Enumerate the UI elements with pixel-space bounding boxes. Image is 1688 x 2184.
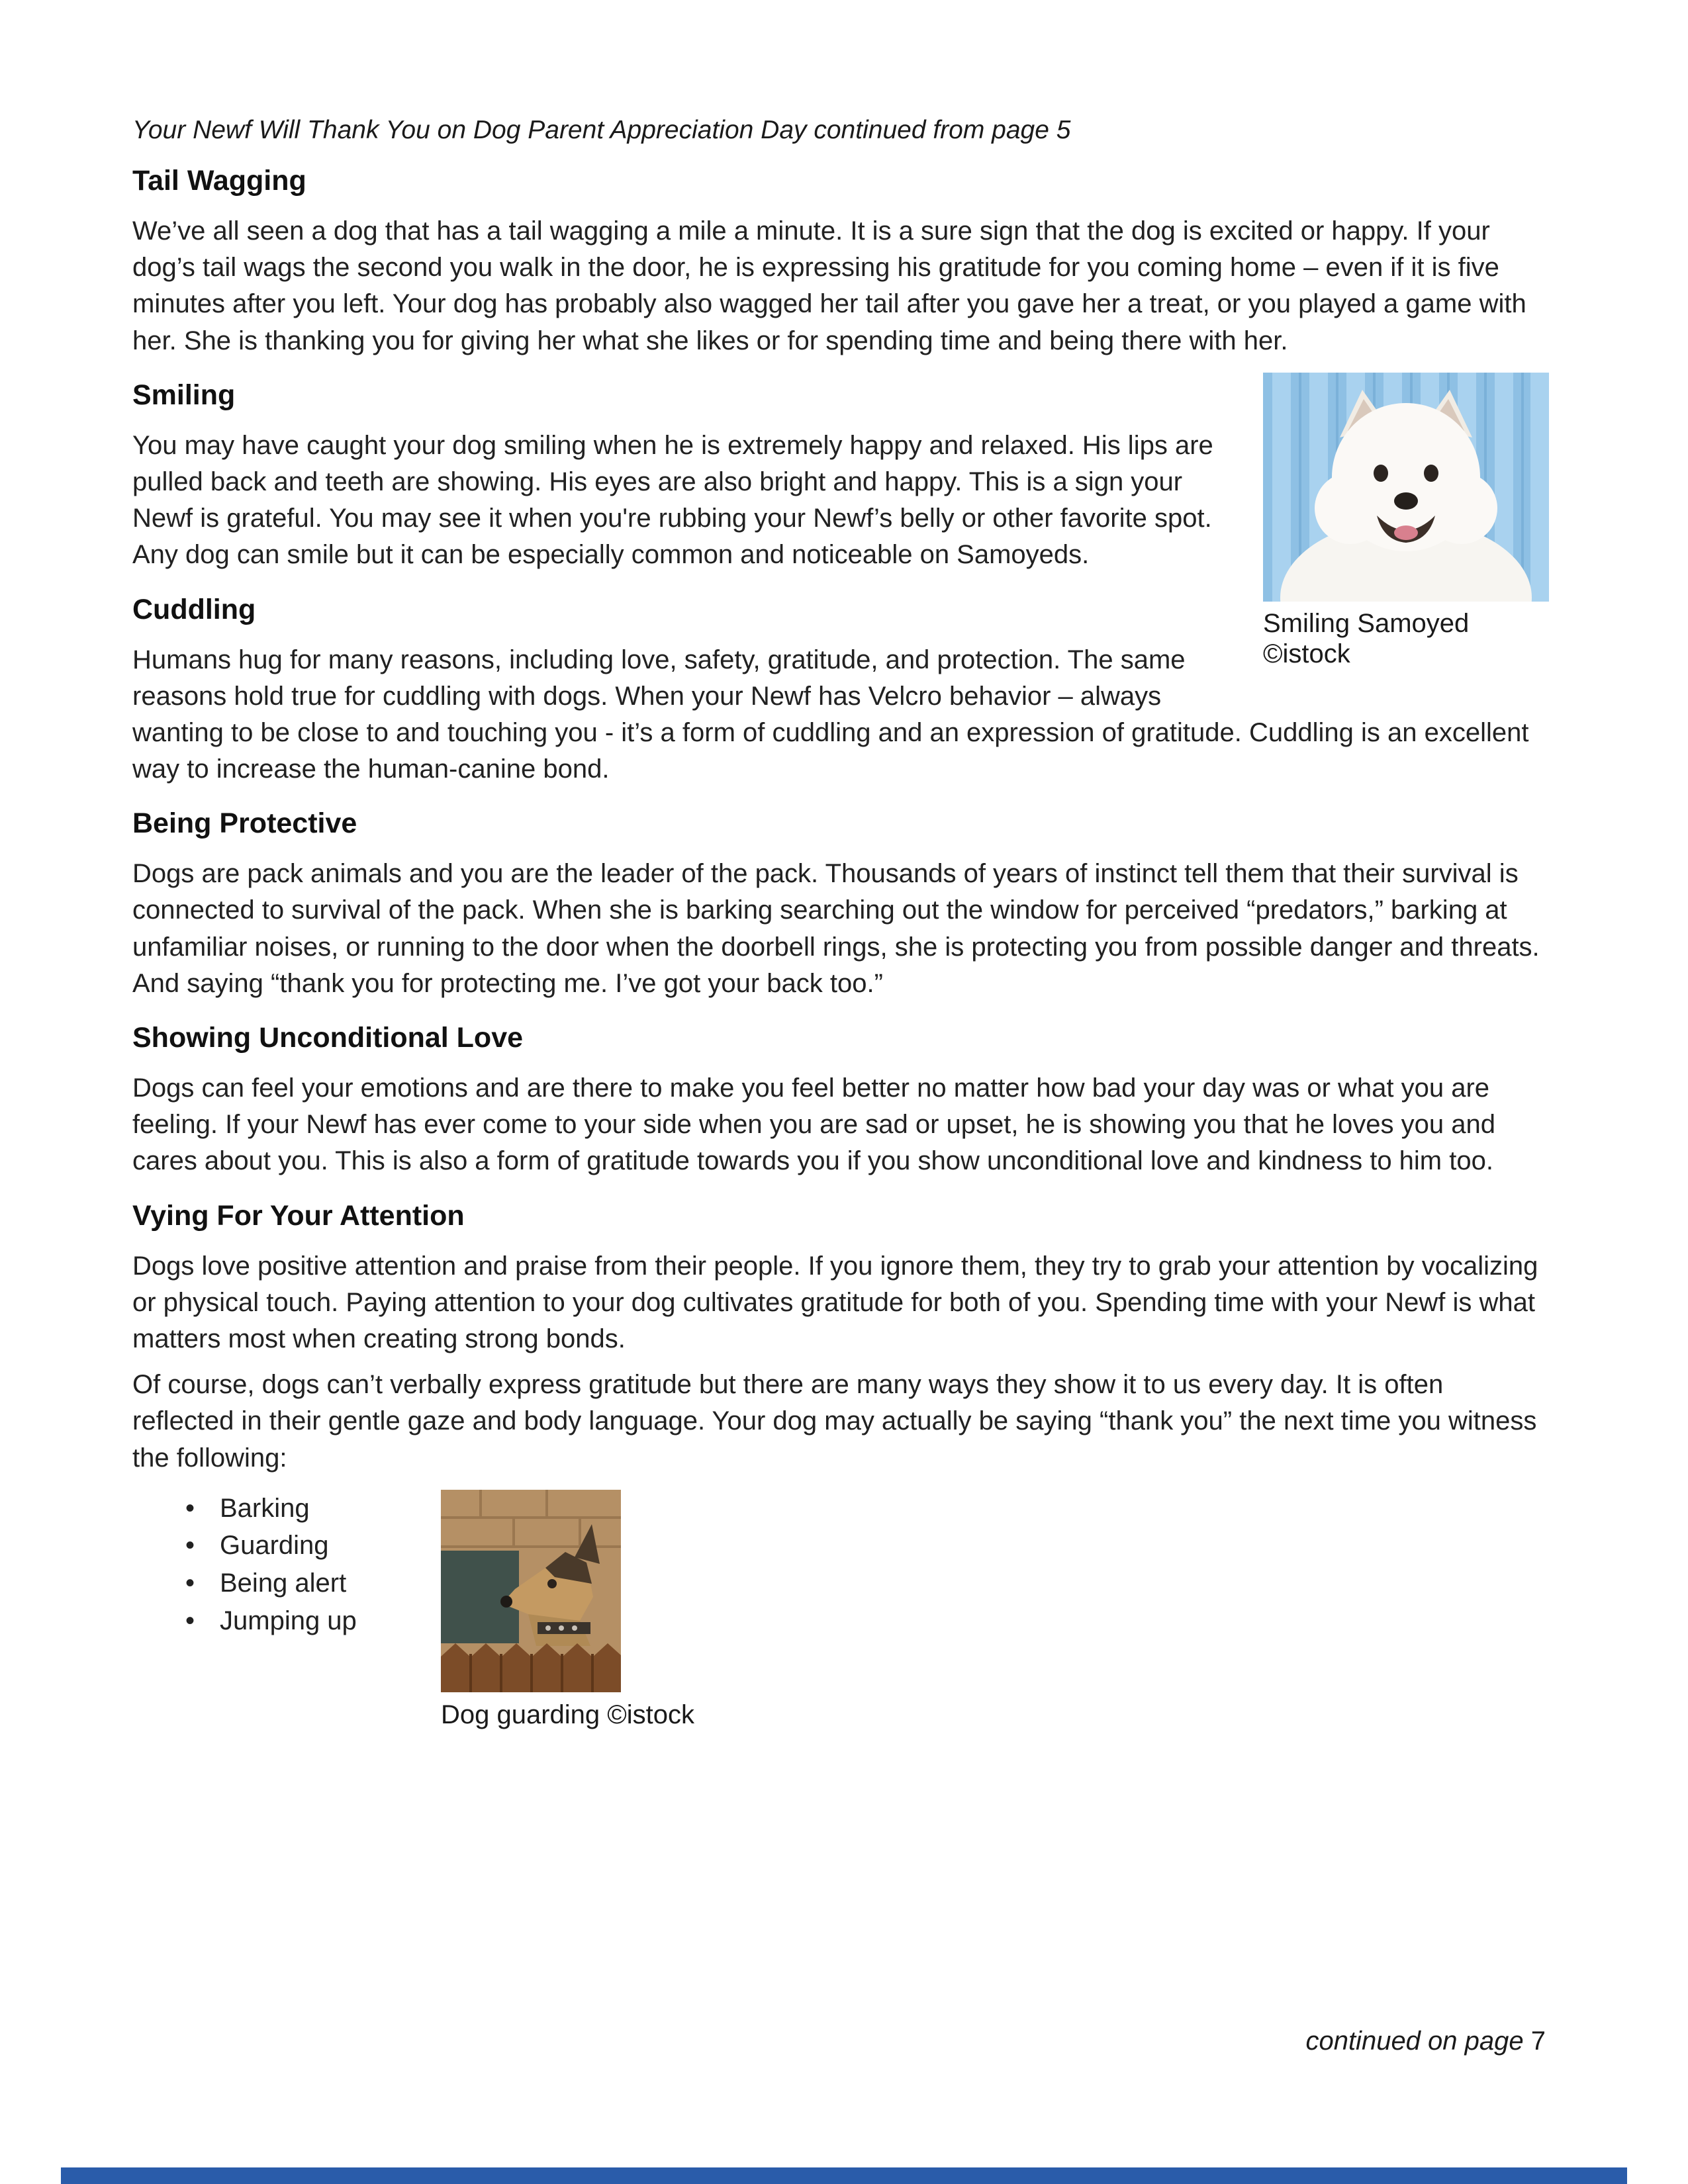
paragraph-being-protective: Dogs are pack animals and you are the leader of the pack. Thousands of years of instinct tell them that their survival is connected to survival of the pack. When she is barking searching out the window for perceived “predators,” barking at unfamiliar noises, or running to the door when the doorbell rings, she is protecting you from possible danger and threats. And saying “thank you for protecting me. I’ve got your back too.”: [132, 859, 1540, 998]
heading-cuddling: Cuddling: [132, 593, 256, 625]
heading-vying-attention: Vying For Your Attention: [132, 1199, 465, 1232]
samoyed-photo: [1263, 373, 1549, 602]
heading-being-protective: Being Protective: [132, 807, 357, 840]
samoyed-figure: [1263, 373, 1549, 669]
guard-dog-caption: Dog guarding ©istock: [441, 1700, 695, 1729]
samoyed-caption: [1263, 608, 1549, 669]
continuation-header: Your Newf Will Thank You on Dog Parent Appreciation Day continued from page 5: [132, 116, 1071, 144]
guard-dog-figure: [441, 1490, 694, 1730]
bullet-item-guarding: • Guarding: [179, 1527, 437, 1565]
paragraph-smiling: You may have caught your dog smiling when he is extremely happy and relaxed. His lips are pulled back and teeth are showing. His eyes are also bright and happy. This is a sign your Newf is grateful. You may see it when you're rubbing your Newf’s belly or other favorite spot. Any dog can smile but it can be especially common and noticeable on Samoyeds.: [132, 430, 1213, 570]
bullet-item-jumping-up: • Jumping up: [179, 1602, 437, 1640]
guard-dog-illustration: [441, 1490, 621, 1692]
samoyed-caption-line2: ©istock: [1263, 639, 1350, 668]
samoyed-caption-line1: Smiling Samoyed: [1263, 608, 1470, 638]
continued-on-note: [1305, 2026, 1546, 2056]
paragraph-cuddling: Humans hug for many reasons, including love, safety, gratitude, and protection. The same reasons hold true for cuddling with dogs. When your Newf has Velcro behavior – always wanting to be close to and touching you - it’s a form of cuddling and an expression of gratitude. Cuddling is an excellent way to increase the human-canine bond.: [132, 645, 1529, 784]
paragraph-tail-wagging: We’ve all seen a dog that has a tail wagging a mile a minute. It is a sure sign that the dog is excited or happy. If your dog’s tail wags the second you walk in the door, he is expressing his gratitude for you coming home – even if it is five minutes after you left. Your dog has probably also wagged her tail after you gave her a treat, or you played a game with her. She is thanking you for giving her what she likes or for spending time and being there with her.: [132, 216, 1526, 355]
paragraph-vying-attention: Dogs love positive attention and praise from their people. If you ignore them, they try to grab your attention by vocalizing or physical touch. Paying attention to your dog cultivates gratitude for both of you. Spending time with your Newf is what matters most when creating strong bonds.: [132, 1251, 1538, 1353]
guard-dog-photo: [441, 1490, 694, 1692]
next-page-number: 7: [1530, 2026, 1546, 2056]
paragraph-closing: Of course, dogs can’t verbally express gratitude but there are many ways they show it to us every day. It is often reflected in their gentle gaze and body language. Your dog may actually be saying “thank you” the next time you witness the following:: [132, 1370, 1537, 1473]
bullet-section: [132, 1490, 1549, 1730]
gratitude-signs-list: [132, 1490, 437, 1640]
bullet-item-barking: • Barking: [179, 1490, 437, 1527]
heading-smiling: Smiling: [132, 379, 236, 411]
continued-text: continued on page: [1305, 2026, 1531, 2056]
paragraph-unconditional-love: Dogs can feel your emotions and are there to make you feel better no matter how bad your day was or what you are feeling. If your Newf has ever come to your side when you are sad or upset, he is showing you that he loves you and cares about you. This is also a form of gratitude towards you if you show unconditional love and kindness to him too.: [132, 1073, 1495, 1176]
bullet-item-being-alert: • Being alert: [179, 1565, 437, 1602]
footer-accent-bar: [61, 2167, 1627, 2184]
heading-tail-wagging: Tail Wagging: [132, 165, 306, 197]
samoyed-dog-illustration: [1263, 373, 1549, 602]
heading-unconditional-love: Showing Unconditional Love: [132, 1022, 524, 1054]
